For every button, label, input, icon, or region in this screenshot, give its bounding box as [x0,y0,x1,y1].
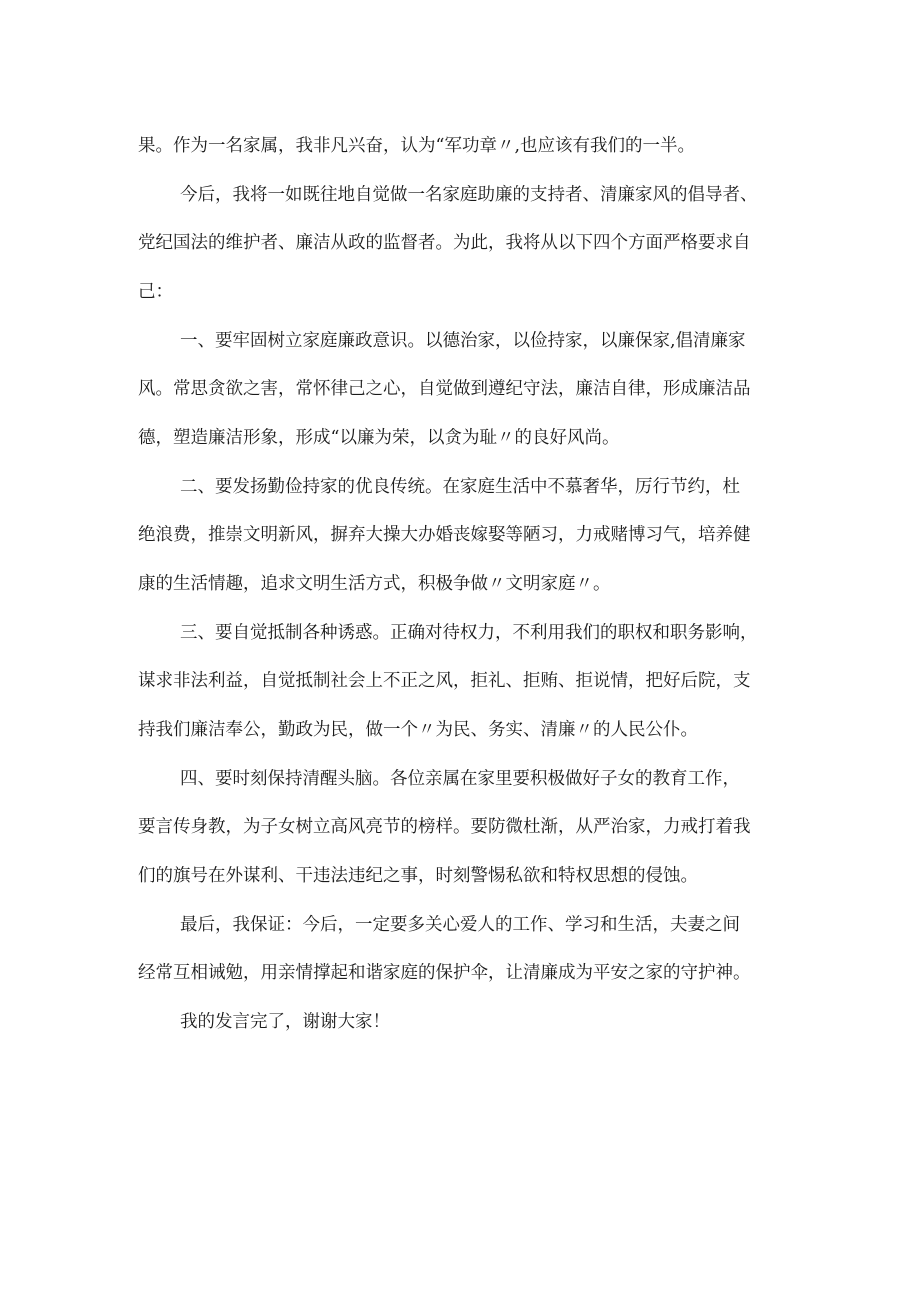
text-line: 要言传身教，为子女树立高风亮节的榜样。要防微杜渐，从严治家，力戒打着我 [138,817,751,837]
text-line: 持我们廉洁奉公，勤政为民，做一个〃为民、务实、清廉〃的人民公仆。 [138,720,698,740]
text-line: 康的生活情趣，追求文明生活方式，积极争做〃文明家庭〃。 [138,574,611,594]
text-line: 们的旗号在外谋利、干违法违纪之事，时刻警惕私欲和特权思想的侵蚀。 [138,866,698,886]
paragraph-first-line: 今后，我将一如既往地自觉做一名家庭助廉的支持者、清廉家风的倡导者、 [180,185,758,205]
text-line: 绝浪费，推崇文明新风，摒弃大操大办婚丧嫁娶等陋习，力戒赌博习气，培养健 [138,525,751,545]
paragraph-first-line: 三、要自觉抵制各种诱惑。正确对待权力，不利用我们的职权和职务影响， [180,623,758,643]
text-line: 己： [138,282,173,302]
text-line: 德，塑造廉洁形象，形成“以廉为荣，以贪为耻〃的良好风尚。 [138,428,620,448]
text-line: 果。作为一名家属，我非凡兴奋，认为“军功章〃,也应该有我们的一半。 [138,136,696,156]
text-line: 风。常思贪欲之害，常怀律己之心，自觉做到遵纪守法，廉洁自律，形成廉洁品 [138,379,751,399]
text-line: 谋求非法利益，自觉抵制社会上不正之风，拒礼、拒贿、拒说情，把好后院，支 [138,671,751,691]
paragraph-first-line: 四、要时刻保持清醒头脑。各位亲属在家里要积极做好子女的教育工作， [180,769,740,789]
closing-line: 我的发言完了，谢谢大家！ [180,1012,390,1032]
text-line: 经常互相诫勉，用亲情撑起和谐家庭的保护伞，让清廉成为平安之家的守护神。 [138,963,751,983]
text-line: 党纪国法的维护者、廉洁从政的监督者。为此，我将从以下四个方面严格要求自 [138,233,751,253]
paragraph-first-line: 二、要发扬勤俭持家的优良传统。在家庭生活中不慕奢华，厉行节约，杜 [180,477,740,497]
paragraph-first-line: 最后，我保证：今后，一定要多关心爱人的工作、学习和生活，夫妻之间 [180,915,740,935]
paragraph-first-line: 一、要牢固树立家庭廉政意识。以德治家，以俭持家，以廉保家,倡清廉家 [180,331,746,351]
